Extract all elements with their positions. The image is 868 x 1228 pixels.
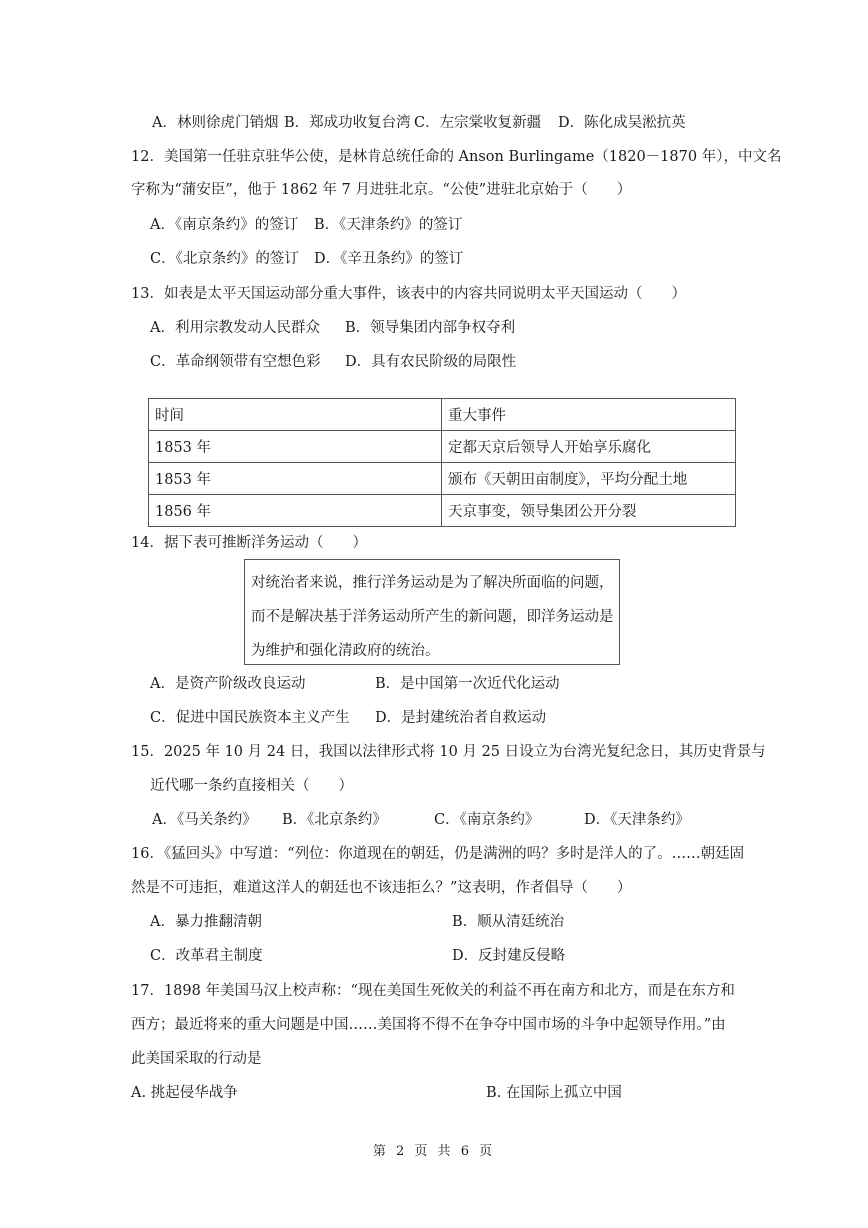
q13-stem: 13．如表是太平天国运动部分重大事件，该表中的内容共同说明太平天国运动（ ） [131, 286, 686, 302]
q15-stem-line-2: 近代哪一条约直接相关（ ） [150, 778, 353, 794]
table-row [149, 495, 736, 527]
q12-option-b: B．《天津条约》的签订 [314, 217, 463, 233]
q12-stem-line-1: 12．美国第一任驻京驻华公使，是林肯总统任命的 Anson Burlingame（1820－1870 年），中文名 [131, 149, 782, 165]
table-cell-event: 颁布《天朝田亩制度》，平均分配土地 [442, 463, 736, 495]
q11-option-c: C．左宗棠收复新疆 [414, 115, 542, 131]
q16-stem-line-2: 然是不可违拒，难道这洋人的朝廷也不该违拒么？”这表明，作者倡导（ ） [131, 880, 632, 896]
q14-option-a: A．是资产阶级改良运动 [150, 676, 306, 692]
q12-option-a: A．《南京条约》的签订 [150, 217, 299, 233]
table-cell-time: 1853 年 [149, 431, 442, 463]
q16-stem-line-1: 16．《猛回头》中写道：“列位：你道现在的朝廷，仍是满洲的吗？多时是洋人的了。……朝廷固 [131, 846, 745, 862]
q11-option-b: B．郑成功收复台湾 [284, 115, 411, 131]
table-header-event: 重大事件 [442, 399, 736, 431]
table-cell-time: 1856 年 [149, 495, 442, 527]
q14-quote-line-2: 而不是解决基于洋务运动所产生的新问题，即洋务运动是 [251, 609, 614, 625]
q13-option-d: D．具有农民阶级的局限性 [345, 354, 517, 370]
q17-option-a: A. 挑起侵华战争 [131, 1085, 238, 1101]
table-cell-event: 天京事变，领导集团公开分裂 [442, 495, 736, 527]
q15-option-a: A．《马关条约》 [152, 812, 257, 828]
table-row [149, 431, 736, 463]
q16-option-d: D．反封建反侵略 [452, 948, 566, 964]
q14-quote-line-3: 为维护和强化清政府的统治。 [251, 643, 440, 659]
q14-option-c: C．促进中国民族资本主义产生 [150, 710, 350, 726]
q11-option-a: A．林则徐虎门销烟 [152, 115, 279, 131]
q17-stem-line-2: 西方；最近将来的重大问题是中国……美国将不得不在争夺中国市场的斗争中起领导作用。”由 [131, 1017, 726, 1033]
q15-option-d: D．《天津条约》 [584, 812, 690, 828]
q15-option-c: C．《南京条约》 [434, 812, 540, 828]
q14-quote-line-1: 对统治者来说，推行洋务运动是为了解决所面临的问题， [251, 575, 614, 591]
q13-option-c: C．革命纲领带有空想色彩 [150, 354, 321, 370]
q12-option-d: D．《辛丑条约》的签订 [314, 251, 464, 267]
q14-stem: 14．据下表可推断洋务运动（ ） [131, 535, 367, 551]
q14-option-d: D．是封建统治者自救运动 [375, 710, 547, 726]
table-row [149, 463, 736, 495]
q15-stem-line-1: 15．2025 年 10 月 24 日，我国以法律形式将 10 月 25 日设立为台湾光复纪念日，其历史背景与 [131, 744, 766, 760]
page-footer: 第 2 页 共 6 页 [372, 1144, 496, 1159]
q12-stem-line-2: 字称为“蒲安臣”，他于 1862 年 7 月进驻北京。“公使”进驻北京始于（ ） [131, 182, 632, 198]
q13-option-a: A．利用宗教发动人民群众 [150, 320, 320, 336]
q16-option-c: C．改革君主制度 [150, 948, 263, 964]
q16-option-b: B．顺从清廷统治 [452, 914, 565, 930]
q13-events-table [148, 398, 736, 527]
table-header-row [149, 399, 736, 431]
table-cell-event: 定都天京后领导人开始享乐腐化 [442, 431, 736, 463]
q17-stem-line-3: 此美国采取的行动是 [131, 1051, 262, 1067]
q14-quote-box [244, 559, 620, 665]
table-header-time: 时间 [149, 399, 442, 431]
q15-option-b: B．《北京条约》 [282, 812, 387, 828]
q14-option-b: B．是中国第一次近代化运动 [375, 676, 560, 692]
q17-option-b: B. 在国际上孤立中国 [486, 1085, 622, 1101]
q17-stem-line-1: 17．1898 年美国马汉上校声称：“现在美国生死攸关的利益不再在南方和北方，而是在东方和 [131, 983, 735, 999]
table-cell-time: 1853 年 [149, 463, 442, 495]
q13-option-b: B．领导集团内部争权夺利 [345, 320, 516, 336]
q11-option-d: D．陈化成吴淞抗英 [558, 115, 686, 131]
q16-option-a: A．暴力推翻清朝 [150, 914, 262, 930]
q12-option-c: C．《北京条约》的签订 [150, 251, 299, 267]
